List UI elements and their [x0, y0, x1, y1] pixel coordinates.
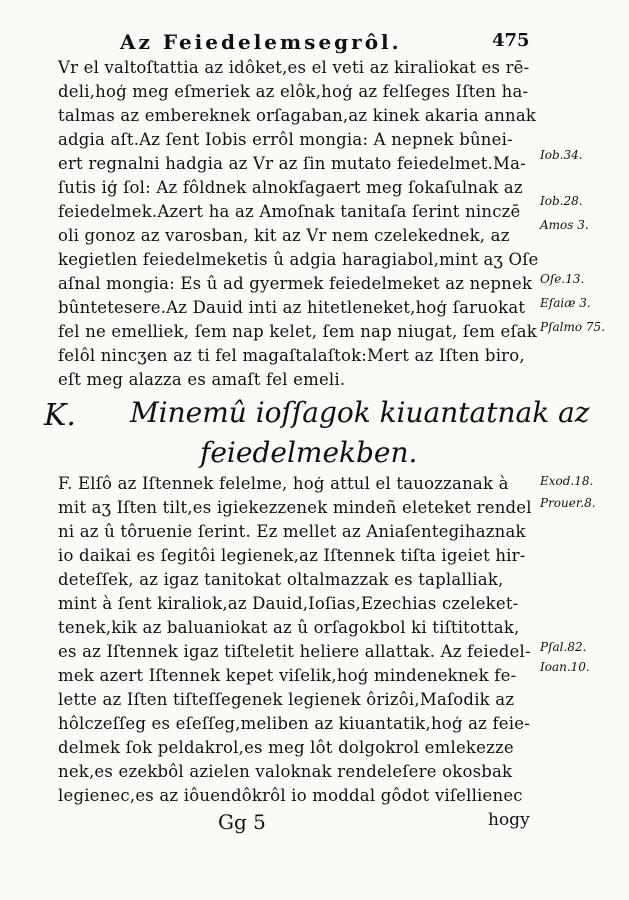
text-line: kegietlen feiedelmeketis û adgia haragiabol,mint aʒ Oſe	[58, 250, 539, 269]
text-line: aſnal mongia: Es û ad gyermek feiedelmeket az nepnek	[58, 274, 533, 293]
text-line: felôl nincʒen az ti fel magaſtalaſtok:Mert az Iſten biro,	[58, 346, 525, 365]
text-line: fel ne emelliek, ſem nap kelet, ſem nap niugat, ſem eſak	[58, 322, 538, 341]
margin-note: Oſe.13.	[540, 272, 585, 286]
text-line: oli gonoz az varosban, kit az Vr nem czelekednek, az	[58, 226, 510, 245]
text-line: hôlczeſſeg es eſeſſeg,meliben az kiuantatik,hoģ az feie-	[58, 714, 530, 733]
text-line: legienec,es az iôuendôkrôl io moddal gôdot viſellienec	[58, 786, 523, 805]
text-line: feiedelmek.Azert ha az Amoſnak tanitaſa ſerint ninczē	[58, 202, 521, 221]
text-line: delmek ſok peldakrol,es meg lôt dolgokrol emlekezze	[58, 738, 514, 757]
text-line: deteſſek, az igaz tanitokat oltalmazzak es taplalliak,	[58, 570, 504, 589]
section-title-continued: feiedelmekben.	[200, 436, 418, 469]
text-line: mint à ſent kiraliok,az Dauid,Ioſias,Ezechias czeleket-	[58, 594, 519, 613]
text-line: F. Elſô az Iſtennek felelme, hoģ attul el tauozzanak à	[58, 474, 509, 493]
running-title: Az Feiedelemsegrôl.	[120, 30, 402, 54]
text-line: Vr el valtoſtattia az idôket,es el veti az kiraliokat es rē-	[58, 58, 530, 77]
margin-note: Iob.28.	[540, 194, 583, 208]
text-line: eſt meg alazza es amaſt fel emeli.	[58, 370, 346, 389]
margin-note: Prouer.8.	[540, 496, 596, 510]
text-line: mit aʒ Iſten tilt,es igiekezzenek mindeñ eleteket rendel	[58, 498, 532, 517]
section-title: Minemû ioſſagok kiuantatnak az	[130, 396, 590, 429]
signature-mark: Gg 5	[218, 810, 266, 834]
text-line: bûntetesere.Az Dauid inti az hitetleneket,hoģ ſaruokat	[58, 298, 526, 317]
margin-note: Exod.18.	[540, 474, 594, 488]
text-line: tenek,kik az baluaniokat az û orſagokbol ki tiſtitottak,	[58, 618, 520, 637]
margin-note: Amos 3.	[540, 218, 589, 232]
text-line: ert regnalni hadgia az Vr az ſin mutato feiedelmet.Ma-	[58, 154, 526, 173]
text-line: mek azert Iſtennek kepet viſelik,hoģ mindeneknek fe-	[58, 666, 517, 685]
margin-note: Pſal.82.	[540, 640, 587, 654]
margin-note: Eſaiæ 3.	[540, 296, 591, 310]
margin-note: Pſalmo 75.	[540, 320, 606, 334]
text-line: deli,hoģ meg eſmeriek az elôk,hoģ az felſeges Iſten ha-	[58, 82, 529, 101]
text-line: adgia aſt.Az ſent Iobis errôl mongia: A nepnek bûnei-	[58, 130, 513, 149]
text-line: io daikai es ſegitôi legienek,az Iſtennek tiſta igeiet hir-	[58, 546, 526, 565]
page-number: 475	[492, 30, 530, 51]
text-line: nek,es ezekbôl azielen valoknak rendeleſere okosbak	[58, 762, 513, 781]
catchword: hogy	[488, 810, 530, 830]
margin-note: Ioan.10.	[540, 660, 590, 674]
section-letter: K.	[44, 398, 76, 433]
text-line: lette az Iſten tiſteſſegenek legienek ôrizôi,Maſodik az	[58, 690, 515, 709]
text-line: ſutis iģ ſol: Az fôldnek alnokſagaert meg ſokaſulnak az	[58, 178, 523, 197]
margin-note: Iob.34.	[540, 148, 583, 162]
text-line: ni az û tôruenie ſerint. Ez mellet az Aniaſentegihaznak	[58, 522, 526, 541]
text-line: talmas az embereknek orſagaban,az kinek akaria annak	[58, 106, 537, 125]
text-line: es az Iſtennek igaz tiſteletit heliere allattak. Az feiedel-	[58, 642, 531, 661]
